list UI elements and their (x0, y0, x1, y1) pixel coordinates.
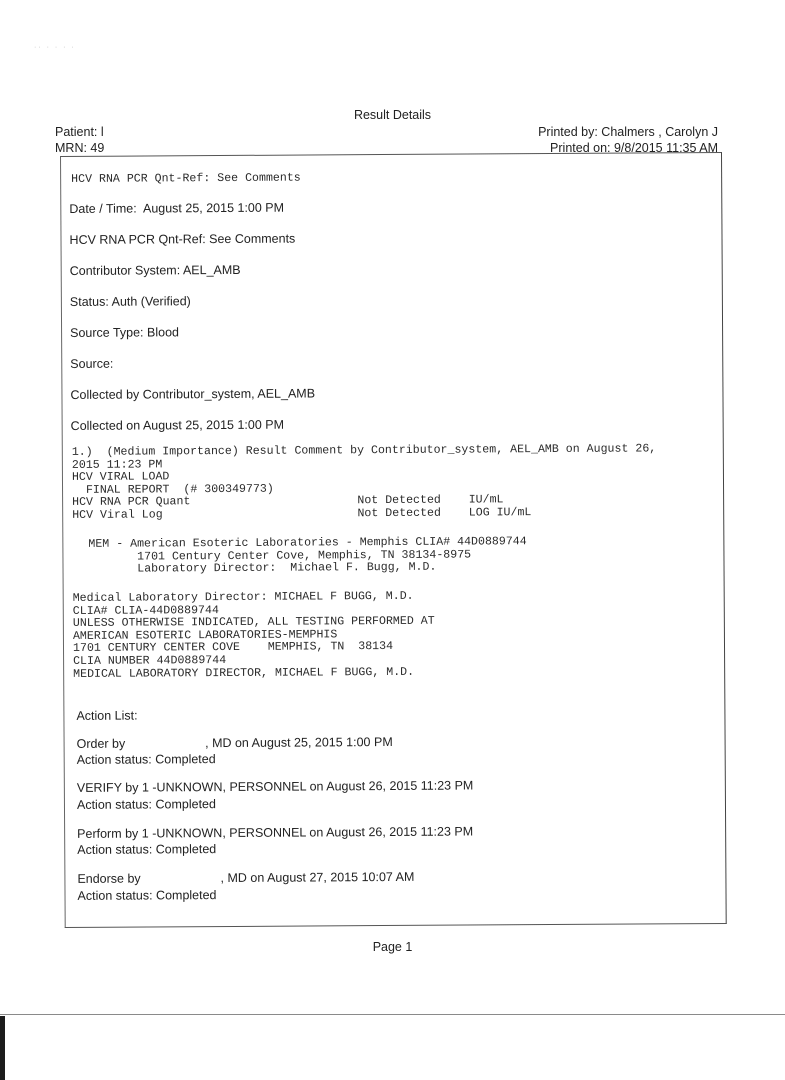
lab-line: 1701 Century Center Cove, Memphis, TN 38134-8975 (88, 548, 472, 564)
printed-by: Printed by: Chalmers , Carolyn J (538, 125, 718, 139)
director-line: MEDICAL LABORATORY DIRECTOR, MICHAEL F BUGG, M.D. (73, 665, 415, 681)
page-title: Result Details (353, 108, 432, 122)
collected-on: Collected on August 25, 2015 1:00 PM (70, 417, 285, 433)
result-date-time: Date / Time: August 25, 2015 1:00 PM (69, 200, 285, 216)
action-item-text: Perform by 1 -UNKNOWN, PERSONNEL on August 26, 2015 11:23 PM (77, 824, 474, 841)
director-info (73, 591, 435, 681)
result-comment (72, 443, 657, 522)
result-test: HCV RNA PCR Qnt-Ref: See Comments (69, 231, 296, 247)
lab-line: MEM - American Esoteric Laboratories - Memphis CLIA# 44D0889744 (88, 535, 527, 551)
action-item-text: VERIFY by 1 -UNKNOWN, PERSONNEL on August 26, 2015 11:23 PM (76, 778, 474, 795)
comment-line: 2015 11:23 PM (71, 457, 163, 472)
director-line: CLIA NUMBER 44D0889744 (73, 653, 227, 668)
action-item-status: Action status: Completed (77, 842, 217, 857)
action-item-status: Action status: Completed (76, 752, 216, 767)
source: Source: (70, 356, 114, 371)
scan-speck: ·· · · · · (34, 44, 76, 51)
result-details-box (60, 152, 727, 928)
lab-info (88, 536, 527, 576)
printed-on: Printed on: 9/8/2015 11:35 AM (550, 141, 718, 155)
comment-line: HCV VIRAL LOAD (71, 470, 170, 485)
patient-info (55, 124, 104, 156)
director-line: UNLESS OTHERWISE INDICATED, ALL TESTING PERFORMED AT (72, 614, 435, 631)
action-item-status: Action status: Completed (76, 797, 216, 812)
director-line: Medical Laboratory Director: MICHAEL F BUGG, M.D. (72, 589, 414, 605)
director-line: 1701 CENTURY CENTER COVE MEMPHIS, TN 38134 (72, 640, 394, 656)
director-line: AMERICAN ESOTERIC LABORATORIES-MEMPHIS (72, 628, 338, 643)
director-line: CLIA# CLIA-44D0889744 (72, 603, 219, 618)
result-status: Status: Auth (Verified) (69, 294, 191, 309)
result-heading: HCV RNA PCR Qnt-Ref: See Comments (71, 171, 301, 186)
patient-name: Patient: l (55, 125, 104, 139)
lab-line: Laboratory Director: Michael F. Bugg, M.D. (88, 560, 437, 577)
scan-edge-line (0, 1014, 785, 1015)
source-type: Source Type: Blood (70, 325, 179, 340)
action-item-status: Action status: Completed (77, 888, 217, 903)
scan-edge-bar (0, 1016, 5, 1080)
contributor-system: Contributor System: AEL_AMB (69, 262, 241, 278)
comment-line: HCV RNA PCR Quant Not Detected IU/mL (72, 493, 504, 510)
patient-mrn: MRN: 49 (55, 141, 105, 155)
action-item-text: Order by , MD on August 25, 2015 1:00 PM (76, 734, 393, 751)
comment-line: HCV Viral Log Not Detected LOG IU/mL (72, 506, 532, 522)
comment-line: 1.) (Medium Importance) Result Comment by Contributor_system, AEL_AMB on August 26, (71, 442, 657, 459)
action-list-label: Action List: (76, 708, 138, 723)
collected-by: Collected by Contributor_system, AEL_AMB (70, 386, 316, 402)
action-item-text: Endorse by , MD on August 27, 2015 10:07 AM (77, 869, 415, 886)
page-number: Page 1 (372, 940, 413, 954)
comment-line: FINAL REPORT (# 300349773) (72, 482, 274, 497)
